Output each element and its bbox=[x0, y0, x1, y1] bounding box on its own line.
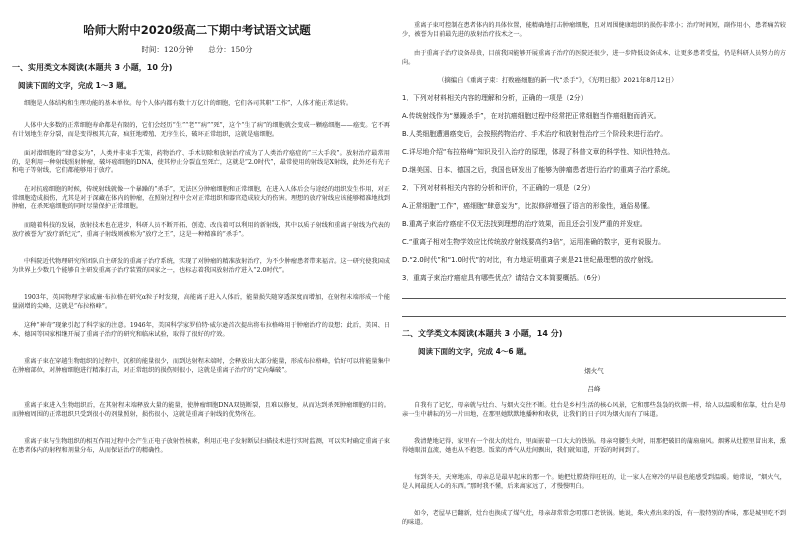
question-2-option-b: B.重离子束治疗癌症不仅无法找到理想的治疗效果，而且还会引发严重的并发症。 bbox=[402, 220, 647, 228]
story-paragraph: 自我有了记忆，母亲就与灶台、与烟火交往不断。灶台是乡村生活的核心风景，它和那些袅袅的炊烟一样，给人以温暖和依靠，灶台是母亲一生中耕耘的另一片田地，在那里她默默地播种和收获，让我们的日子因为烟火而有了味道。 bbox=[402, 402, 786, 418]
section2-heading: 二、文学类文本阅读(本题共 3 小题，14 分) bbox=[402, 329, 563, 338]
story-paragraph: 每到冬天，天寒地冻，母亲总是最早起床的那一个。她把灶膛烧得旺旺的，让一家人在寒冷的早晨也能感受到温暖。她常说，“烟火气，是人间最抚人心的东西。”那时我不懂，后来离家远了，才慢慢明白。 bbox=[402, 474, 786, 490]
question-1-option-a: A.传统射线作为“暴躁杀手”，在对抗癌细胞过程中经常把正常细胞当作癌细胞而消灭。 bbox=[402, 112, 661, 120]
passage-paragraph: 1903年，英国物理学家威廉·布拉格在研究α粒子时发现，高能离子进入人体后，能量损失随穿透深度而增加，在射程末端形成一个能量剧增的尖峰，这就是“布拉格峰”。 bbox=[12, 294, 390, 310]
answer-line bbox=[402, 316, 786, 317]
story-paragraph: 如今，老屋早已翻新，灶台也换成了煤气灶，母亲却常常念叨那口老铁锅。她说，柴火煮出来的饭，有一股特别的香味，那是城里吃不到的味道。 bbox=[402, 510, 786, 526]
question-2-option-d: D.“2.0时代”和“1.0时代”的对比，有力地证明重离子束是21世纪最理想的放疗射线。 bbox=[402, 256, 658, 264]
passage-paragraph: 重离子束可控制在患者体内的具体位置，能精确地打击肿瘤细胞，且对周围健康组织的损伤非常小；治疗时间短，副作用小，患者痛苦较少，被誉为目前最先进的放射治疗技术之一。 bbox=[402, 22, 786, 38]
passage-paragraph: 人体中大多数的正常细胞寿命都是有限的，它们会经历“生”“老”“病”“死”，这个“生了病”的细胞就会变成一颗癌细胞——癌变。它不再有计划地生存分裂，而是变得极其亢奋，疯狂地增殖、无序生长，破坏正常组织，这就是癌细胞。 bbox=[12, 122, 390, 138]
question-2: 2．下列对材料相关内容的分析和评价，不正确的一项是（2分） bbox=[402, 184, 595, 192]
section1-instruction: 阅读下面的文字，完成 1～3 题。 bbox=[18, 81, 132, 90]
story-paragraph: 我清楚地记得，家里有一个很大的灶台，里面嵌着一口大大的铁锅。母亲弯腰生火时，用那把破旧的蒲扇扇风。烟雾从灶膛里冒出来，熏得她眼泪直流，她也从不抱怨。饭菜的香气从灶间飘出，我们就知道，开饭的时间到了。 bbox=[402, 438, 786, 454]
question-1: 1．下列对材料相关内容的理解和分析，正确的一项是（2分） bbox=[402, 94, 588, 102]
exam-meta: 时间：120分钟 总分：150分 bbox=[141, 45, 253, 54]
question-2-option-a: A.正常细胞“工作”，癌细胞“肆意妄为”，比拟修辞增强了语言的形象性，通俗易懂。 bbox=[402, 202, 654, 210]
answer-line bbox=[402, 298, 786, 299]
section2-instruction: 阅读下面的文字，完成 4～6 题。 bbox=[418, 347, 532, 356]
passage-paragraph: 重离子束在穿越生物组织的过程中，沉积的能量很少，而到达射程末端时，会释放出大部分能量，形成布拉格峰，恰好可以将能量集中在肿瘤部位，对肿瘤细胞进行精准打击，对正常组织的损伤则很小，这就是重离子治疗的“定向爆破”。 bbox=[12, 358, 390, 374]
source-citation: （摘编自《重离子束：打败癌细胞的新一代“杀手”》，《光明日报》2021年8月12日） bbox=[438, 76, 678, 84]
question-2-option-c: C.“重离子相对生物学效应比传统放疗射线要高约3倍”，运用准确的数字，更有说服力。 bbox=[402, 238, 665, 246]
exam-title: 哈师大附中2020级高二下期中考试语文试题 bbox=[83, 23, 311, 37]
passage-paragraph: 细胞是人体结构和生理功能的基本单位。每个人体内都有数十万亿计的细胞，它们各司其职“工作”，人体才能正常运转。 bbox=[24, 100, 353, 107]
passage-paragraph: 中科院近代物理研究所团队自主研发的重离子治疗系统，实现了对肿瘤的精准放射治疗，为不少肿瘤患者带来福音。这一研究使我国成为世界上少数几个能够自主研发重离子治疗装置的国家之一，也标志着我国放射治疗进入“2.0时代”。 bbox=[12, 258, 390, 274]
passage-paragraph: 这种“神奇”现象引起了科学家的注意。1946年，美国科学家罗伯特·威尔逊首次提出将布拉格峰用于肿瘤治疗的设想；此后，美国、日本、德国等国家相继开展了重离子治疗的研究和临床试验，取得了很好的疗效。 bbox=[12, 322, 390, 338]
passage-paragraph: 重离子束进入生物组织后，在其射程末端释放大量的能量，使肿瘤细胞DNA双链断裂，且难以修复，从而达到杀死肿瘤细胞的目的。而肿瘤周围的正常组织只受到很小的剂量照射，损伤很小，这就是重离子射线的优势所在。 bbox=[12, 402, 390, 418]
question-1-option-c: C.详尽地介绍“布拉格峰”知识及引入治疗的原理，体现了科普文章的科学性、知识性特点。 bbox=[402, 148, 675, 156]
question-3: 3．重离子束治疗癌症具有哪些优点？请结合文本简要概括。（6分） bbox=[402, 274, 605, 282]
passage-paragraph: 而随着科技的发展，放射技术也在进步，科研人员不断开拓、创造、改良着可以利用的新射线，其中以质子射线和重离子射线为代表的放疗被誉为“放疗新纪元”，重离子射线则被称为“放疗之王”，这是一种精准的“杀手”。 bbox=[12, 222, 390, 238]
passage-paragraph: 重离子束与生物组织的相互作用过程中会产生正电子放射性核素，利用正电子发射断层扫描技术进行实时监测，可以实时确定重离子束在患者体内的射程和剂量分布，从而保证治疗的精确性。 bbox=[12, 438, 390, 454]
story-author: 吕峰 bbox=[587, 385, 601, 393]
passage-paragraph: 在对抗癌细胞的时候，传统射线就像一个暴躁的“杀手”，无法区分肿瘤细胞和正常细胞，在进入人体后会与途经的组织发生作用，对正常细胞造成损伤，尤其是对于深藏在体内的肿瘤，在照射过程中会对正常组织和器官造成较大的伤害。理想的放疗射线应该能够精准地找到肿瘤，在杀死癌细胞的同时尽量保护正常细胞。 bbox=[12, 186, 390, 211]
passage-paragraph: 面对潜细胞的“肆意妄为”，人类并非束手无策，药物治疗、手术切除和放射治疗成为了人类治疗癌症的“三大手段”。放射治疗最常用的，是利用一种射线照射肿瘤，破坏癌细胞的DNA，使其停止分裂直至死亡，这就是“2.0时代”，最常使用的射线是X射线，此外还有光子和电子等射线，它们都能够用于放疗。 bbox=[12, 150, 390, 175]
question-1-option-b: B.人类细胞遭遇癌变后，会按照药物治疗、手术治疗和放射性治疗三个阶段来进行治疗。 bbox=[402, 130, 668, 138]
passage-paragraph: 由于重离子治疗设备昂贵，目前我国能够开展重离子治疗的医院还很少，进一步降低设备成本、让更多患者受益，仍是科研人员努力的方向。 bbox=[402, 50, 786, 66]
section1-heading: 一、实用类文本阅读(本题共 3 小题，10 分) bbox=[12, 63, 173, 72]
question-1-option-d: D.继美国、日本、德国之后，我国也研发出了能够为肿瘤患者进行治疗的重离子治疗系统。 bbox=[402, 166, 675, 174]
story-title: 烟火气 bbox=[584, 367, 604, 375]
